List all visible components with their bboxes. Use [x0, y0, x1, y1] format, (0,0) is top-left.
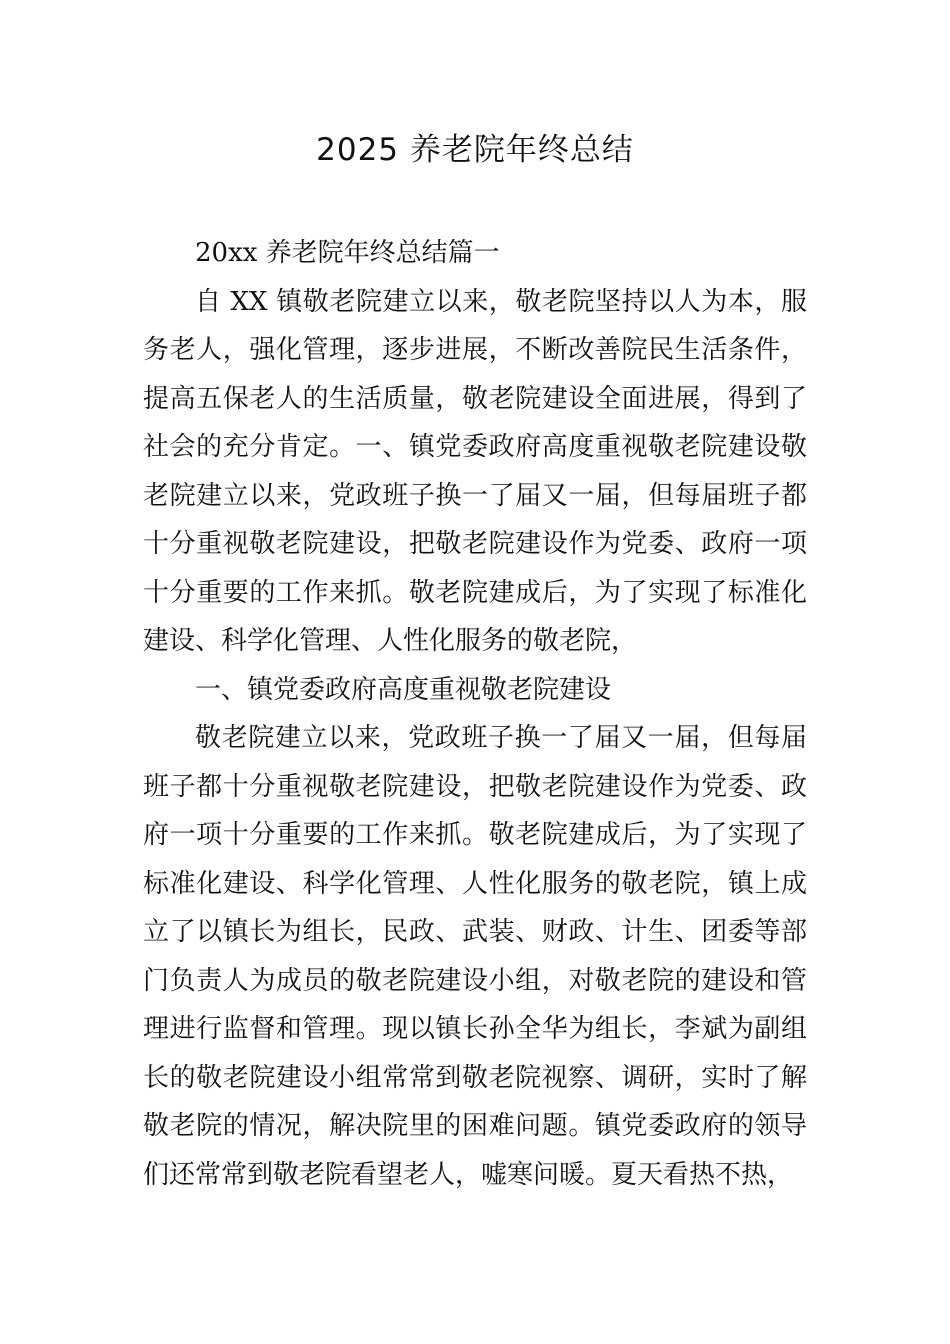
document-title: 2025 养老院年终总结: [316, 132, 634, 168]
section-heading: 一、镇党委政府高度重视敬老院建设: [195, 674, 612, 705]
document-body: [143, 229, 807, 1199]
paragraph-intro: 自 XX 镇敬老院建立以来，敬老院坚持以人为本，服务老人，强化管理，逐步进展，不断改善院民生活条件，提高五保老人的生活质量，敬老院建设全面进展，得到了社会的充分肯定。一、镇党委政府高度重视敬老院建设敬老院建立以来，党政班子换一了届又一届，但每届班子都十分重视敬老院建设，把敬老院建设作为党委、政府一项十分重要的工作来抓。敬老院建成后，为了实现了标准化建设、科学化管理、人性化服务的敬老院，: [143, 286, 807, 656]
paragraph-section-1: 敬老院建立以来，党政班子换一了届又一届，但每届班子都十分重视敬老院建设，把敬老院建设作为党委、政府一项十分重要的工作来抓。敬老院建成后，为了实现了标准化建设、科学化管理、人性化服务的敬老院，镇上成立了以镇长为组长，民政、武装、财政、计生、团委等部门负责人为成员的敬老院建设小组，对敬老院的建设和管理进行监督和管理。现以镇长孙全华为组长，李斌为副组长的敬老院建设小组常常到敬老院视察、调研，实时了解敬老院的情况，解决院里的困难问题。镇党委政府的领导们还常常到敬老院看望老人，嘘寒问暖。夏天看热不热，: [143, 723, 807, 1190]
document-subtitle: 20xx 养老院年终总结篇一: [195, 238, 500, 268]
